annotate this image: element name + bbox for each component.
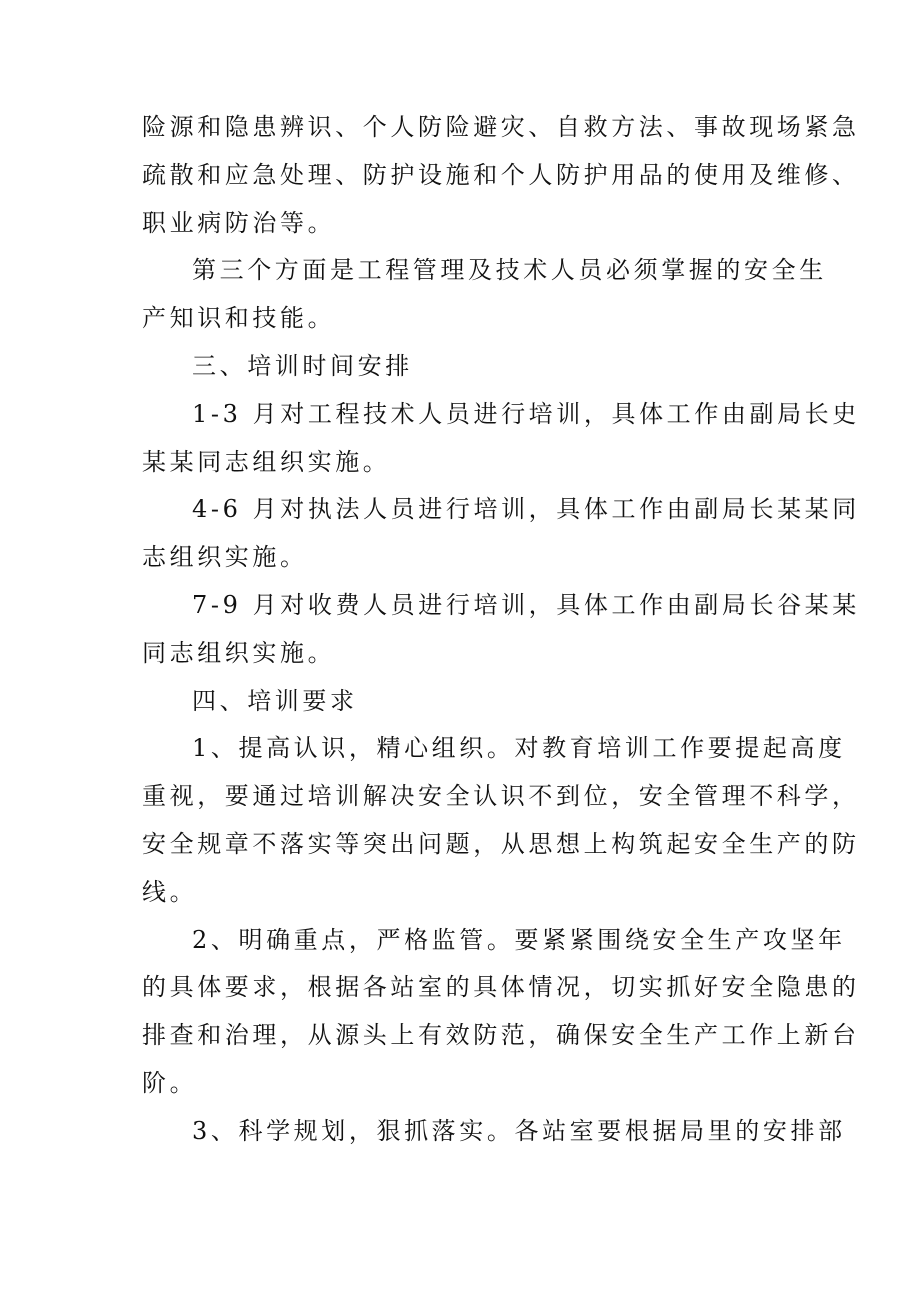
text-line: 同志组织实施。 bbox=[142, 638, 336, 667]
text-line: 1-3 月对工程技术人员进行培训，具体工作由副局长史 bbox=[192, 399, 860, 428]
text-line: 阶。 bbox=[142, 1068, 198, 1097]
text-line: 1、提高认识，精心组织。对教育培训工作要提起高度 bbox=[192, 734, 846, 763]
text-line: 险源和隐患辨识、个人防险避灾、自救方法、事故现场紧急 bbox=[142, 113, 860, 141]
text-line: 3、科学规划，狠抓落实。各站室要根据局里的安排部 bbox=[192, 1116, 846, 1145]
text-line: 职业病防治等。 bbox=[142, 208, 336, 237]
text-line: 7-9 月对收费人员进行培训，具体工作由副局长谷某某 bbox=[192, 590, 860, 619]
section-heading: 四、培训要求 bbox=[192, 686, 358, 715]
text-line: 疏散和应急处理、防护设施和个人防护用品的使用及维修、 bbox=[142, 160, 860, 189]
text-line: 志组织实施。 bbox=[142, 543, 308, 572]
text-line: 安全规章不落实等突出问题，从思想上构筑起安全生产的防 bbox=[142, 829, 860, 858]
text-line: 第三个方面是工程管理及技术人员必须掌握的安全生 bbox=[192, 256, 827, 285]
text-line: 重视，要通过培训解决安全认识不到位，安全管理不科学， bbox=[142, 782, 860, 811]
text-line: 的具体要求，根据各站室的具体情况，切实抓好安全隐患的 bbox=[142, 973, 860, 1002]
document-body bbox=[142, 104, 860, 1156]
text-line: 2、明确重点，严格监管。要紧紧围绕安全生产攻坚年 bbox=[192, 925, 846, 954]
text-line: 产知识和技能。 bbox=[142, 304, 336, 333]
section-heading: 三、培训时间安排 bbox=[192, 351, 413, 380]
text-line: 4-6 月对执法人员进行培训，具体工作由副局长某某同 bbox=[192, 495, 860, 524]
text-line: 排查和治理，从源头上有效防范，确保安全生产工作上新台 bbox=[142, 1021, 860, 1050]
text-line: 某某同志组织实施。 bbox=[142, 447, 391, 476]
text-line: 线。 bbox=[142, 877, 198, 906]
